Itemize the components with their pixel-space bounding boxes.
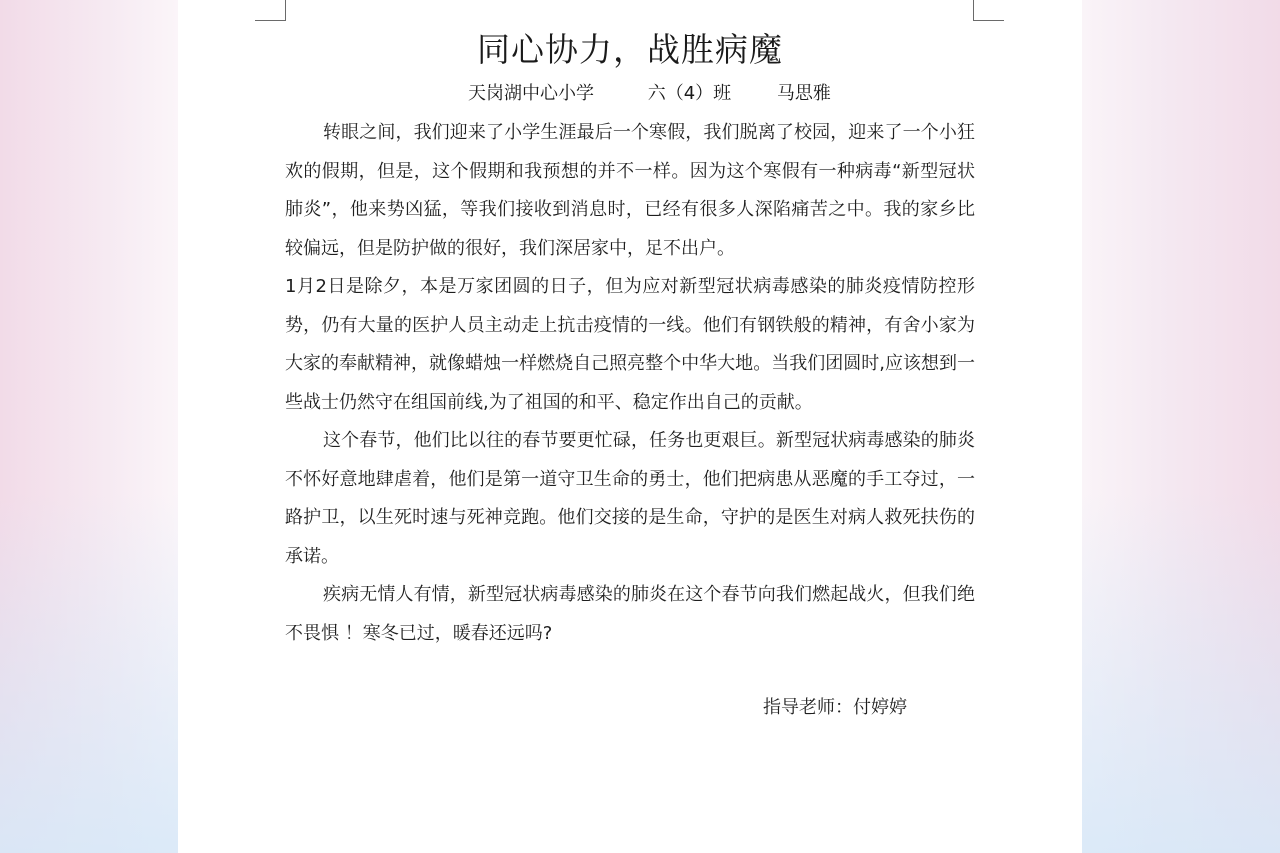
byline-class: 六（4）班 bbox=[647, 83, 732, 104]
essay-body bbox=[285, 114, 975, 653]
advisor-signature: 指导老师：付婷婷 bbox=[763, 697, 907, 718]
essay-title: 同心协力，战胜病魔 bbox=[477, 30, 783, 69]
paragraph-3: 这个春节，他们比以往的春节要更忙碌，任务也更艰巨。新型冠状病毒感染的肺炎不怀好意地肆虐着，他们是第一道守卫生命的勇士，他们把病患从恶魔的手工夺过，一路护卫，以生死时速与死神竞跑。他们交接的是生命，守护的是医生对病人救死扶伤的承诺。 bbox=[285, 430, 975, 567]
page-corner-mark-left bbox=[255, 0, 286, 21]
paragraph-2: 1月2日是除夕，本是万家团圆的日子，但为应对新型冠状病毒感染的肺炎疫情防控形势，仍有大量的医护人员主动走上抗击疫情的一线。他们有钢铁般的精神，有舍小家为大家的奉献精神，就像蜡烛一样燃烧自己照亮整个中华大地。当我们团圆时,应该想到一些战士仍然守在组国前线,为了祖国的和平、稳定作出自己的贡献。 bbox=[285, 276, 975, 413]
byline bbox=[468, 79, 831, 105]
paragraph-4: 疾病无情人有情，新型冠状病毒感染的肺炎在这个春节向我们燃起战火，但我们绝不畏惧 ！寒冬已过，暖春还远吗? bbox=[285, 584, 975, 644]
paragraph-1: 转眼之间，我们迎来了小学生涯最后一个寒假，我们脱离了校园，迎来了一个小狂欢的假期，但是，这个假期和我预想的并不一样。因为这个寒假有一种病毒“新型冠状肺炎”，他来势凶猛，等我们接收到消息时，已经有很多人深陷痛苦之中。我的家乡比较偏远，但是防护做的很好，我们深居家中，足不出户。 bbox=[285, 122, 975, 259]
byline-school: 天岗湖中心小学 bbox=[468, 83, 594, 104]
document-page[interactable] bbox=[178, 0, 1082, 853]
page-corner-mark-right bbox=[973, 0, 1004, 21]
background-left-panel bbox=[0, 0, 178, 853]
background-right-panel bbox=[1082, 0, 1280, 853]
byline-author: 马思雅 bbox=[776, 83, 831, 104]
